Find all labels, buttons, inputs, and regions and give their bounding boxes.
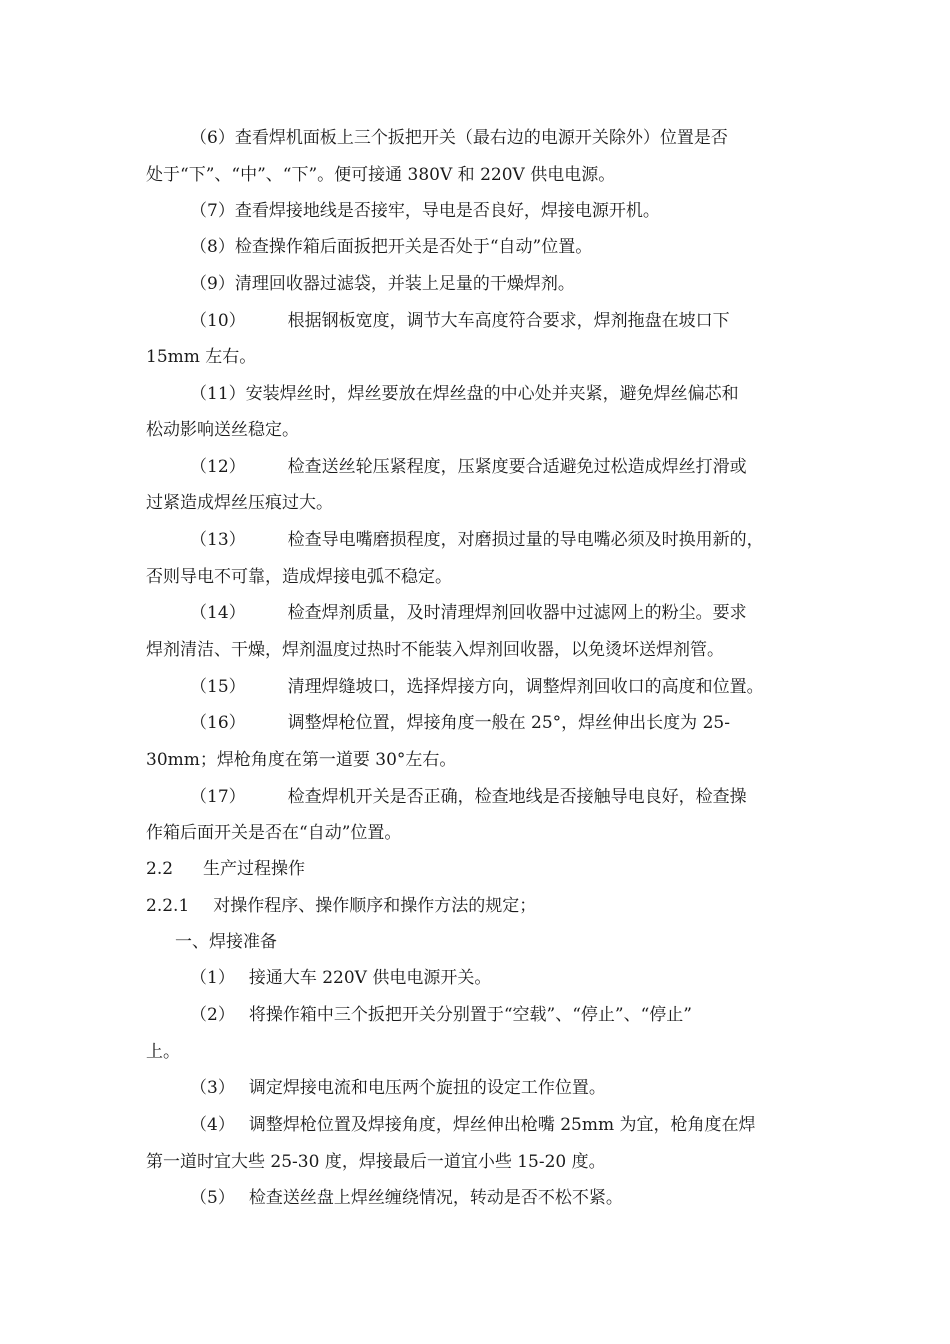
prep-4-number: （4） [190, 1115, 235, 1135]
item-9-line-1: （9）清理回收器过滤袋，并装上足量的干燥焊剂。 [190, 274, 575, 294]
prep-4-line-1 [190, 1113, 812, 1137]
item-15-line-1 [190, 675, 812, 699]
item-14-line-2: 焊剂清洁、干燥，焊剂温度过热时不能装入焊剂回收器，以免烫坏送焊剂管。 [146, 640, 724, 660]
item-17-text: 检查焊机开关是否正确，检查地线是否接触导电良好，检查操 [287, 787, 747, 807]
prep-1-text: 接通大车 220V 供电电源开关。 [248, 968, 492, 988]
prep-4-line-2: 第一道时宜大些 25-30 度，焊接最后一道宜小些 15-20 度。 [146, 1152, 606, 1172]
prep-3-number: （3） [190, 1078, 235, 1098]
prep-2-text: 将操作箱中三个扳把开关分别置于“空载”、“停止”、“停止” [248, 1005, 692, 1025]
item-8-line-1: （8）检查操作箱后面扳把开关是否处于“自动”位置。 [190, 237, 593, 257]
item-14-text: 检查焊剂质量，及时清理焊剂回收器中过滤网上的粉尘。要求 [287, 603, 747, 623]
section-number: 2.2 [146, 859, 174, 879]
item-10-number: （10） [190, 311, 246, 331]
item-6-line-2: 处于“下”、“中”、“下”。便可接通 380V 和 220V 供电电源。 [146, 165, 616, 185]
item-17-line-2: 作箱后面开关是否在“自动”位置。 [146, 823, 402, 843]
section-title: 生产过程操作 [203, 859, 306, 879]
item-16-line-2: 30mm；焊枪角度在第一道要 30°左右。 [146, 750, 457, 770]
item-10-line-2: 15mm 左右。 [146, 347, 257, 367]
item-11-line-2: 松动影响送丝稳定。 [146, 420, 299, 440]
prep-4-text: 调整焊枪位置及焊接角度，焊丝伸出枪嘴 25mm 为宜，枪角度在焊 [248, 1115, 756, 1135]
prep-2-line-2: 上。 [146, 1042, 180, 1062]
subsection-number: 2.2.1 [146, 896, 190, 916]
item-12-line-1 [190, 455, 812, 479]
prep-1-number: （1） [190, 968, 235, 988]
item-7-line-1: （7）查看焊接地线是否接牢，导电是否良好，焊接电源开机。 [190, 201, 660, 221]
item-17-number: （17） [190, 787, 246, 807]
item-6-line-1: （6）查看焊机面板上三个扳把开关（最右边的电源开关除外）位置是否 [190, 128, 728, 148]
item-12-line-2: 过紧造成焊丝压痕过大。 [146, 493, 333, 513]
subsection-title: 对操作程序、操作顺序和操作方法的规定； [213, 896, 537, 916]
item-12-number: （12） [190, 457, 246, 477]
prep-2-number: （2） [190, 1005, 235, 1025]
item-16-number: （16） [190, 713, 246, 733]
item-15-number: （15） [190, 677, 246, 697]
item-16-text: 调整焊枪位置，焊接角度一般在 25°，焊丝伸出长度为 25- [287, 713, 730, 733]
item-12-text: 检查送丝轮压紧程度，压紧度要合适避免过松造成焊丝打滑或 [287, 457, 747, 477]
prep-5-line-1 [190, 1186, 812, 1210]
item-10-text: 根据钢板宽度，调节大车高度符合要求，焊剂拖盘在坡口下 [287, 311, 730, 331]
item-14-number: （14） [190, 603, 246, 623]
prep-5-number: （5） [190, 1188, 235, 1208]
subsection-heading [146, 894, 812, 918]
item-16-line-1 [190, 711, 812, 735]
item-17-line-1 [190, 785, 812, 809]
prep-heading: 一、焊接准备 [175, 932, 277, 952]
item-13-text: 检查导电嘴磨损程度，对磨损过量的导电嘴必须及时换用新的， [287, 530, 764, 550]
item-10-line-1 [190, 309, 812, 333]
prep-1-line-1 [190, 966, 812, 990]
prep-3-line-1 [190, 1076, 812, 1100]
item-13-line-1 [190, 528, 812, 552]
prep-5-text: 检查送丝盘上焊丝缠绕情况，转动是否不松不紧。 [248, 1188, 623, 1208]
item-13-number: （13） [190, 530, 246, 550]
item-13-line-2: 否则导电不可靠，造成焊接电弧不稳定。 [146, 567, 452, 587]
section-heading [146, 857, 812, 881]
item-15-text: 清理焊缝坡口，选择焊接方向，调整焊剂回收口的高度和位置。 [287, 677, 764, 697]
prep-3-text: 调定焊接电流和电压两个旋扭的设定工作位置。 [248, 1078, 606, 1098]
item-14-line-1 [190, 601, 812, 625]
item-11-line-1: （11）安装焊丝时，焊丝要放在焊丝盘的中心处并夹紧，避免焊丝偏芯和 [190, 384, 739, 404]
prep-2-line-1 [190, 1003, 812, 1027]
